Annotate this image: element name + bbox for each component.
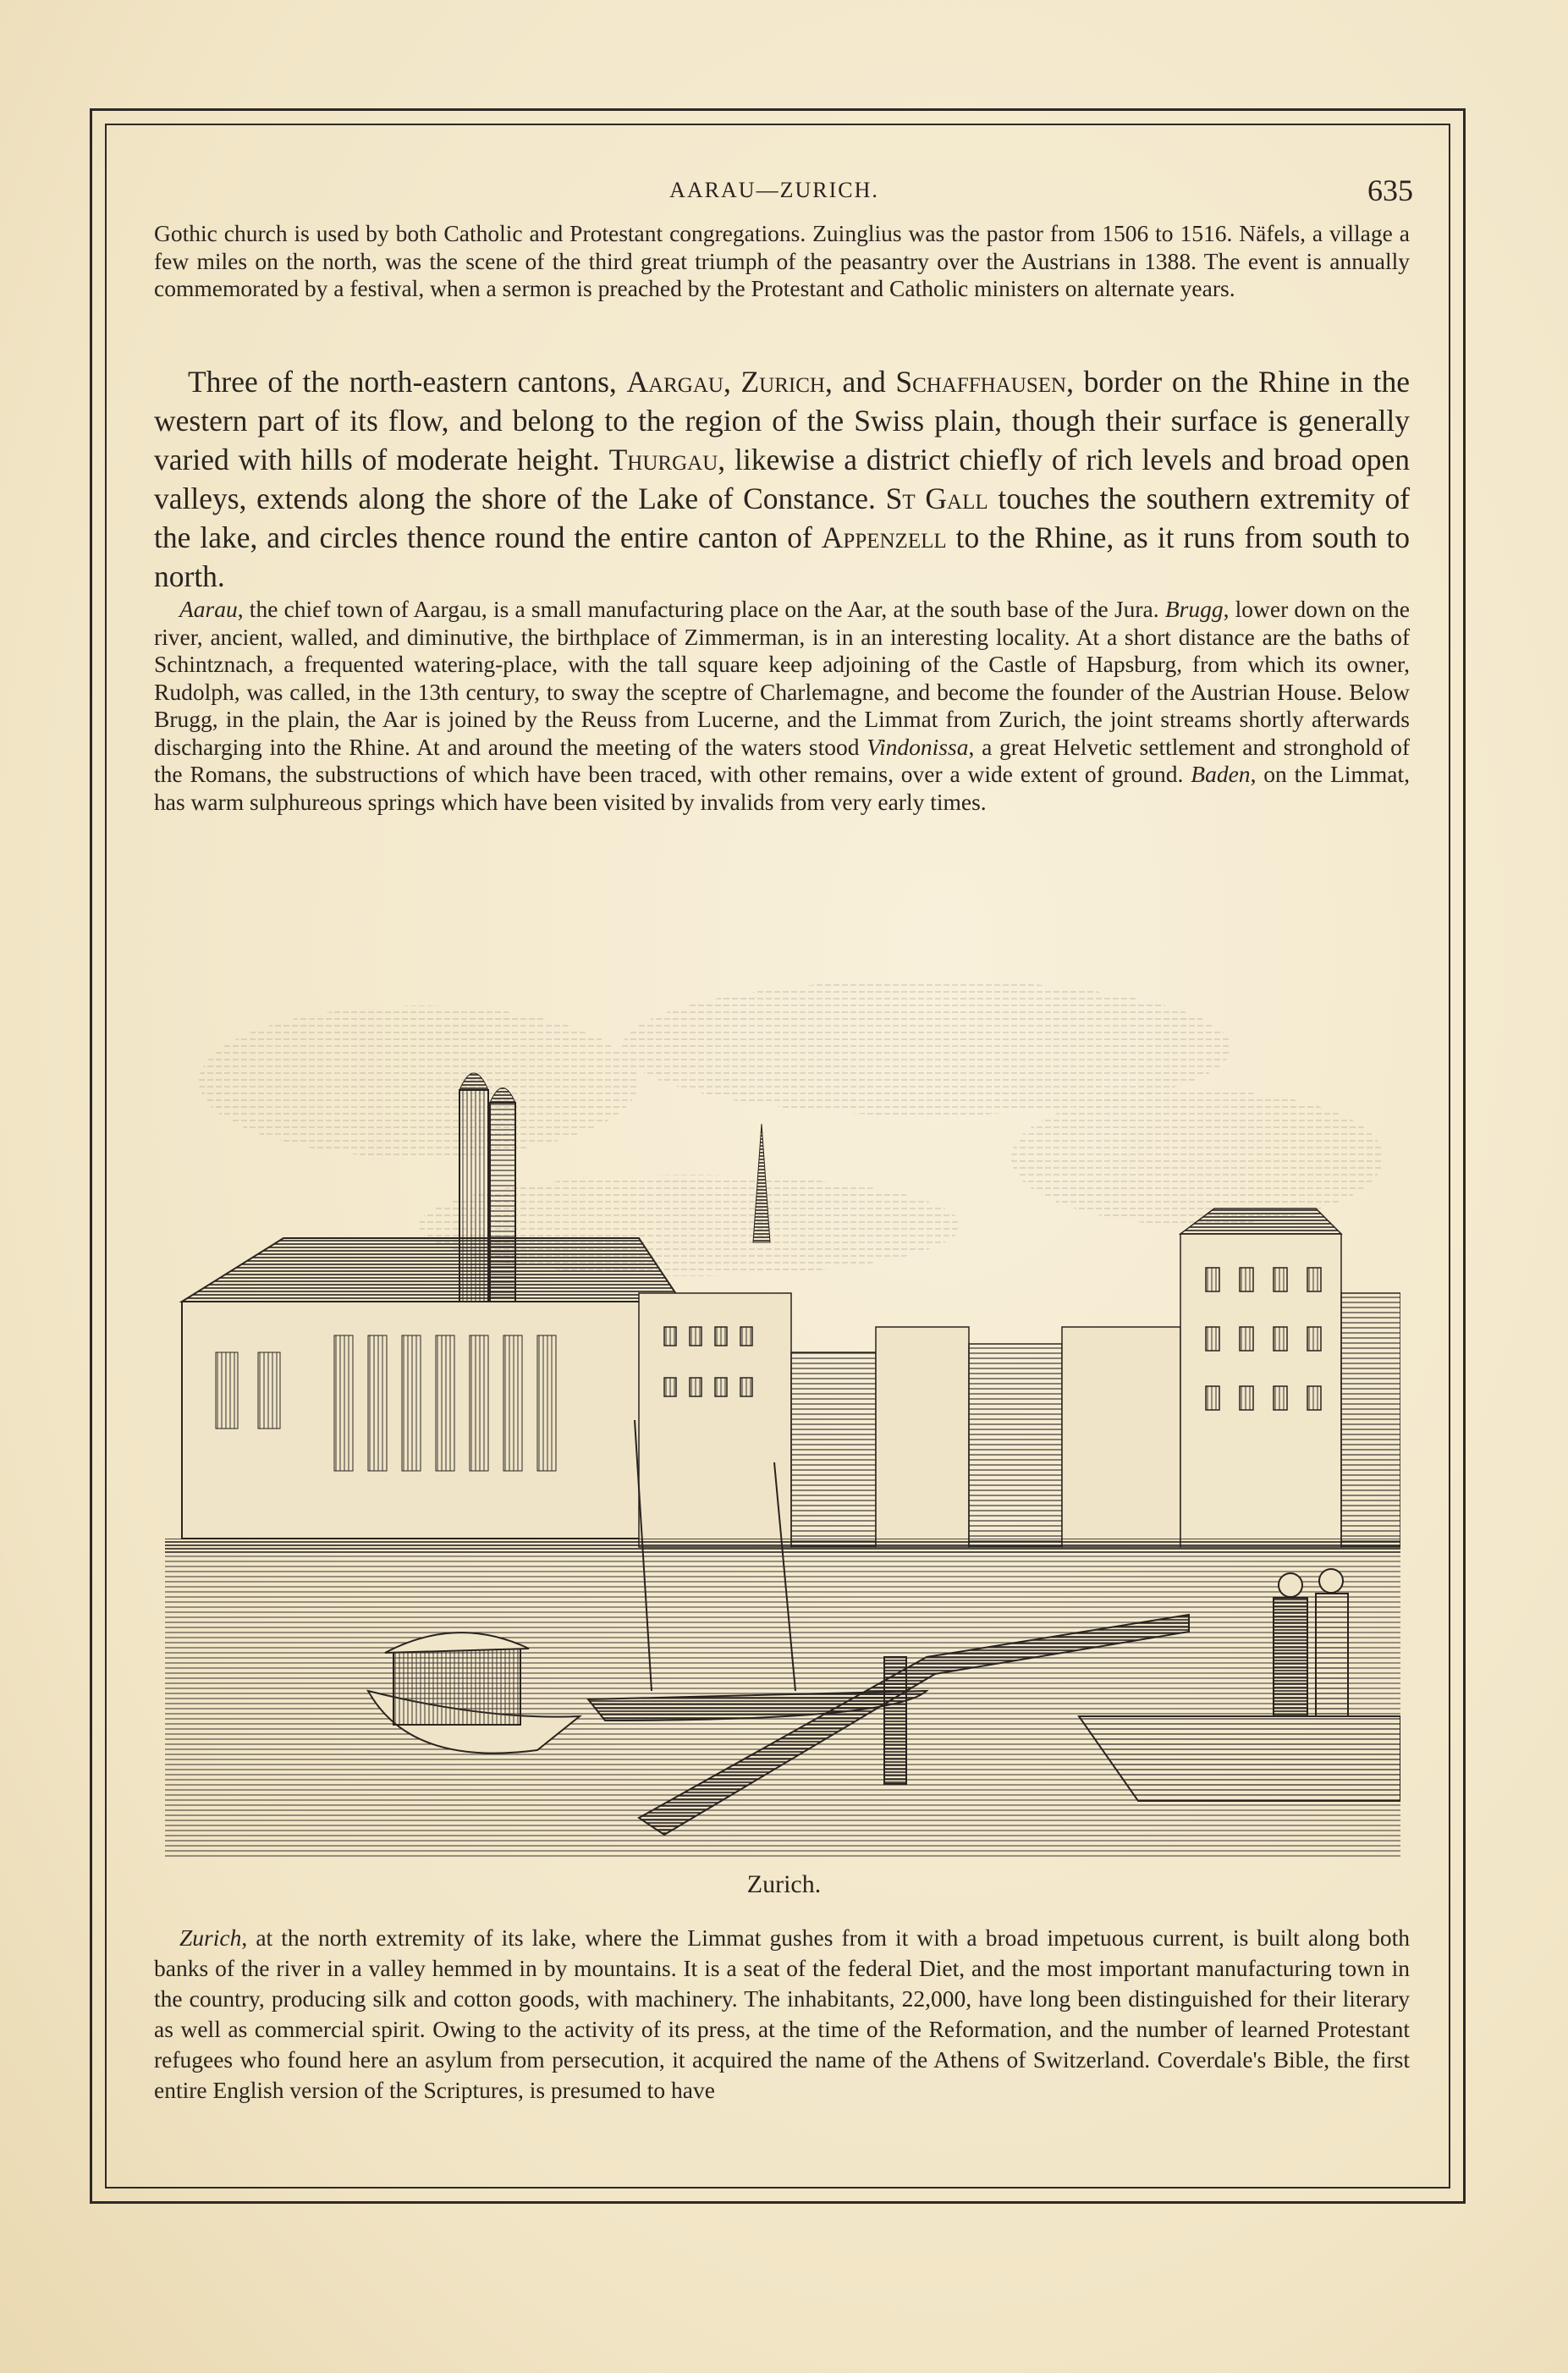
place-brugg: Brugg — [1164, 596, 1224, 622]
page-number: 635 — [1367, 173, 1413, 207]
cantons-text-3: touches the southern extremity of the lake, and circles thence round the entire canton of — [154, 482, 1411, 554]
place-baden: Baden — [1191, 761, 1251, 787]
zurich-text: , at the north extremity of its lake, where the Limmat gushes from it with a broad impetuous current, is built along both banks of the river in a valley hemmed in by mountains. It is a seat of the federal Diet, and the most important manufacturing town in the country, producing silk and cotton goods, with machinery. The inhabitants, 22,000, have long been distinguished for their literary as well as commercial spirit. Owing to the activity of its press, at the time of the Reformation, and the number of learned Protestant refugees who found here an asylum from persecution, it acquired the name of the Athens of Switzerland. Coverdale's Bible, the first entire English version of the Scriptures, is presumed to have — [154, 1924, 1410, 2103]
aarau-paragraph-block — [154, 596, 1410, 816]
figure-caption: Zurich. — [746, 1870, 822, 1898]
cantons-text-2: , likewise a district chiefly of rich levels and broad open valleys, extends along the shore of the Lake of Constance. — [154, 443, 1411, 515]
canton-thurgau: Thurgau — [608, 443, 718, 476]
place-zurich: Zurich — [179, 1924, 242, 1951]
zurich-paragraph — [154, 1923, 1410, 2106]
place-aarau: Aarau — [179, 596, 238, 622]
cantons-text-4: to the Rhine, as it runs from south to north. — [154, 520, 1410, 593]
aarau-text-3: , a great Helvetic settlement and stronghold of the Romans, the substructions of which have been traced, with other remains, over a wide extent of ground. — [154, 733, 1410, 787]
page-header — [135, 173, 1413, 212]
zurich-engraving — [165, 955, 1400, 1860]
canton-aargau: Aargau — [626, 365, 723, 399]
aarau-text-4: , on the Limmat, has warm sulphureous springs which have been visited by invalids from very early times. — [154, 761, 1411, 815]
cantons-and: , and — [824, 365, 886, 399]
zurich-paragraph-block — [154, 1923, 1410, 2106]
fraumunster-church — [182, 1238, 681, 1539]
cantons-paragraph-block — [154, 362, 1410, 596]
top-paragraph-block — [154, 220, 1410, 303]
canton-zurich: Zurich — [740, 365, 825, 399]
cantons-text-1: , border on the Rhine in the western part of its flow, and belong to the region of the Swiss plain, though their surface is generally varied with hills of moderate height. — [154, 365, 1410, 476]
top-paragraph: Gothic church is used by both Catholic and Protestant congregations. Zuinglius was the pastor from 1506 to 1516. Näfels, a village a few miles on the north, was the scene of the third great triumph of the peasantry over the Austrians in 1388. The event is annually commemorated by a festival, when a sermon is preached by the Protestant and Catholic ministers on alternate years. — [154, 220, 1410, 301]
cantons-lead: Three of the north-eastern cantons, — [188, 365, 617, 399]
aarau-paragraph — [154, 596, 1410, 816]
running-title: AARAU—ZURICH. — [669, 178, 879, 202]
canton-st-gall: St Gall — [885, 482, 988, 515]
place-vindonissa: Vindonissa — [867, 733, 969, 760]
aarau-text-1: , the chief town of Aargau, is a small manufacturing place on the Aar, at the south base of the Jura. — [237, 596, 1159, 622]
aarau-text-2: , lower down on the river, ancient, walled, and diminutive, the birthplace of Zimmerman, is in an interesting locality. At a short distance are the baths of Schintznach, a frequented watering-place, with the tall square keep adjoining of the Castle of Hapsburg, from which its owner, Rudolph, was called, in the 13th century, to sway the sceptre of Charlemagne, and become the founder of the Austrian House. Below Brugg, in the plain, the Aar is joined by the Reuss from Lucerne, and the Limmat from Zurich, the joint streams shortly afterwards discharging into the Rhine. At and around the meeting of the waters stood — [154, 596, 1410, 760]
canton-schaffhausen: Schaffhausen — [895, 365, 1067, 399]
cantons-paragraph: Three of the north-eastern cantons, Aargau, Zurich, and Schaffhausen, border on the Rhine in the western part of its flow, and belong to the region of the Swiss plain, though their surface is generally varied with hills of moderate height. Thurgau, likewise a district chiefly of rich levels and broad open valleys, extends along the shore of the Lake of Constance. St Gall touches the southern extremity of the lake, and circles thence round the entire canton of Appenzell to the Rhine, as it runs from south to north. — [154, 365, 1411, 593]
canton-appenzell: Appenzell — [821, 520, 947, 554]
